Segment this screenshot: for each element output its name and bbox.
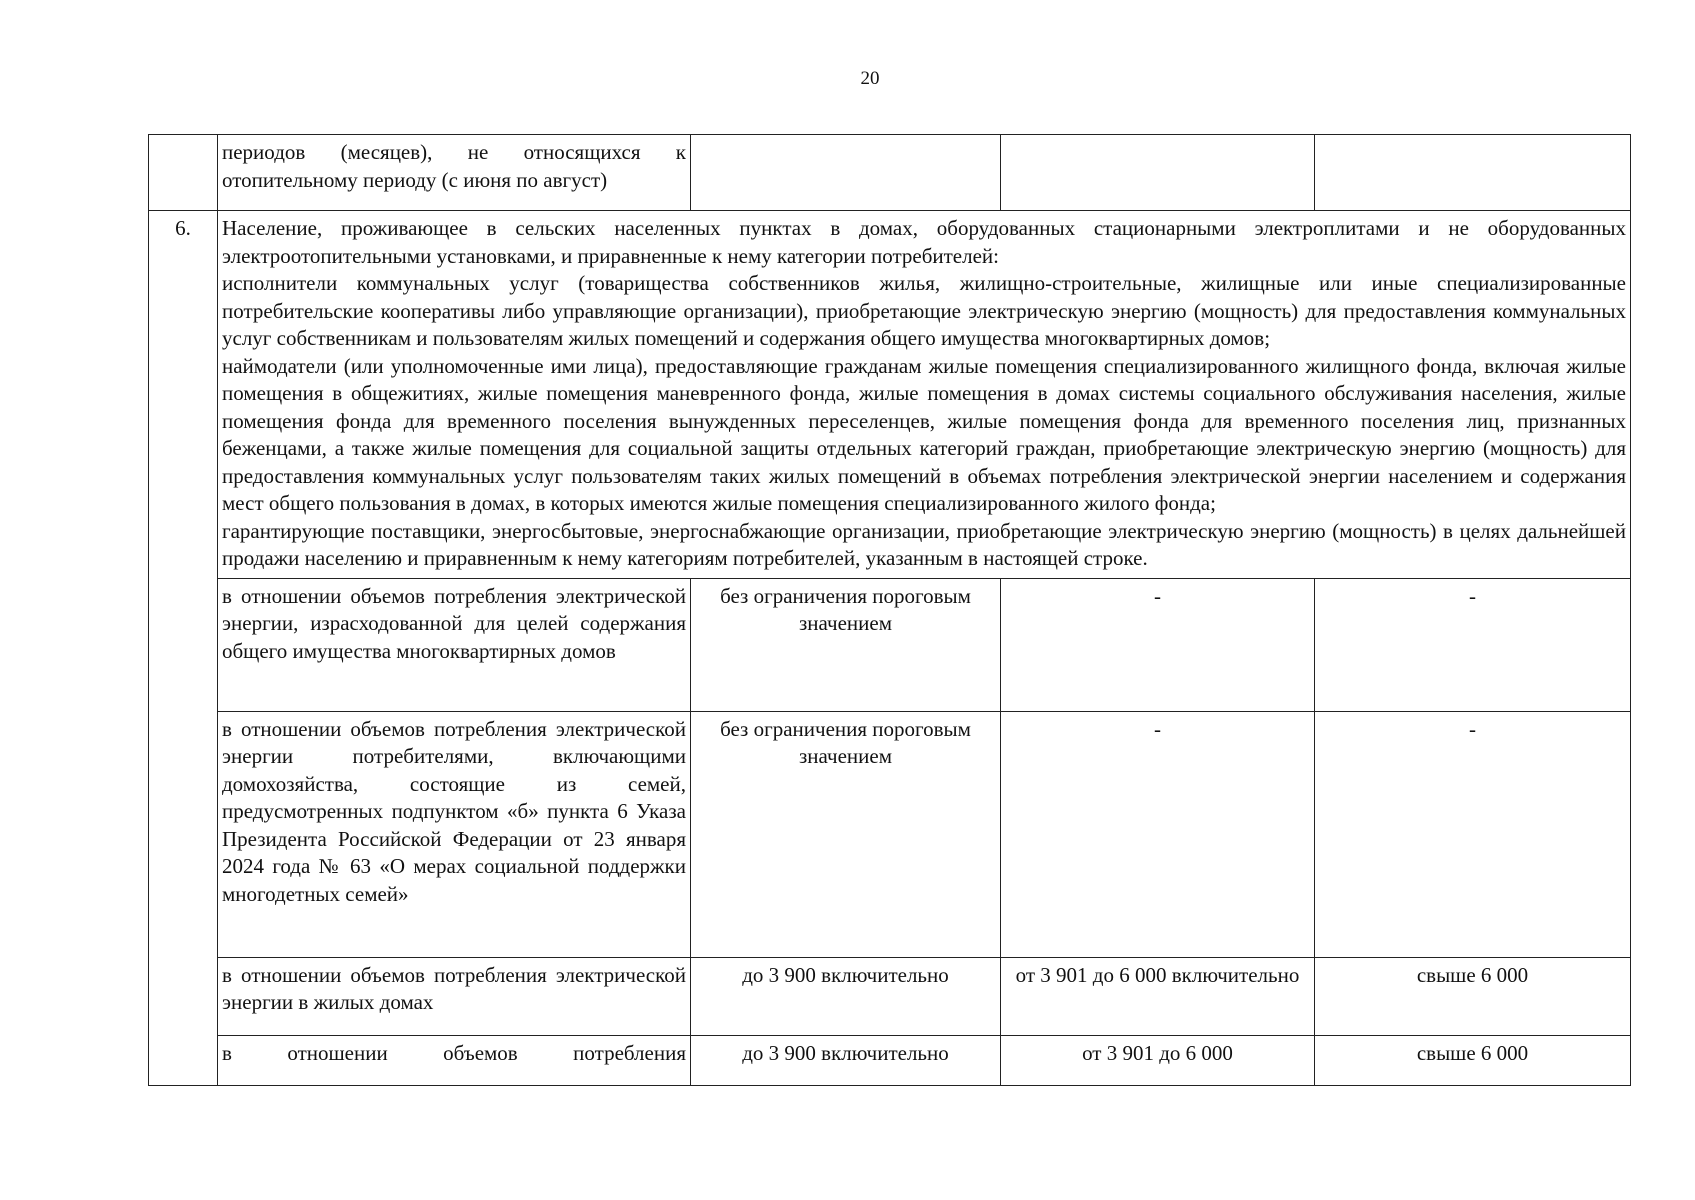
row-description: в отношении объемов потребления электрической энергии, израсходованной для целей содержания общего имущества многоквартирных домов bbox=[218, 578, 691, 711]
threshold-cell: - bbox=[1001, 711, 1315, 957]
table-row bbox=[149, 957, 1631, 1035]
row-number-cell bbox=[149, 135, 218, 211]
category-paragraph: исполнители коммунальных услуг (товарищества собственников жилья, жилищно-строительные, жилищные или иные специализированные потребительские кооперативы либо управляющие организации), приобретающие электрическую энергию (мощность) для предоставления коммунальных услуг собственникам и пользователям жилых помещений и содержания общего имущества многоквартирных домов; bbox=[222, 271, 1626, 350]
threshold-cell: до 3 900 включительно bbox=[691, 957, 1001, 1035]
threshold-cell: без ограничения пороговым значением bbox=[691, 711, 1001, 957]
category-paragraph: гарантирующие поставщики, энергосбытовые, энергоснабжающие организации, приобретающие электрическую энергию (мощность) в целях дальнейшей продажи населению и приравненным к нему категориям потребителей, указанным в настоящей строке. bbox=[222, 518, 1626, 570]
threshold-cell: до 3 900 включительно bbox=[691, 1035, 1001, 1085]
threshold-cell: без ограничения пороговым значением bbox=[691, 578, 1001, 711]
row-description: периодов (месяцев), не относящихся к отопительному периоду (с июня по август) bbox=[218, 135, 691, 211]
threshold-cell: от 3 901 до 6 000 включительно bbox=[1001, 957, 1315, 1035]
category-description bbox=[218, 211, 1631, 579]
tariff-table bbox=[148, 134, 1631, 1086]
table-row bbox=[149, 135, 1631, 211]
threshold-cell bbox=[1315, 135, 1631, 211]
threshold-cell bbox=[691, 135, 1001, 211]
row-description: в отношении объемов потребления электрической энергии потребителями, включающими домохозяйства, состоящие из семей, предусмотренных подпунктом «б» пункта 6 Указа Президента Российской Федерации от 23 января 2024 года № 63 «О мерах социальной поддержки многодетных семей» bbox=[218, 711, 691, 957]
page-number: 20 bbox=[860, 68, 880, 89]
row-number: 6. bbox=[149, 211, 218, 1086]
table-row bbox=[149, 578, 1631, 711]
threshold-cell: свыше 6 000 bbox=[1315, 1035, 1631, 1085]
category-paragraph: Население, проживающее в сельских населенных пунктах в домах, оборудованных стационарными электроплитами и не оборудованных электроотопительными установками, и приравненные к нему категории потребителей: bbox=[222, 216, 1626, 268]
threshold-cell: - bbox=[1001, 578, 1315, 711]
table-row bbox=[149, 1035, 1631, 1085]
table-row bbox=[149, 211, 1631, 579]
threshold-cell: - bbox=[1315, 711, 1631, 957]
category-paragraph: наймодатели (или уполномоченные ими лица), предоставляющие гражданам жилые помещения специализированного жилищного фонда, включая жилые помещения в общежитиях, жилые помещения маневренного фонда, жилые помещения в домах системы социального обслуживания населения, жилые помещения фонда для временного поселения вынужденных переселенцев, жилые помещения фонда для временного поселения лиц, признанных беженцами, а также жилые помещения для социальной защиты отдельных категорий граждан, приобретающие электрическую энергию (мощность) для предоставления коммунальных услуг пользователям таких жилых помещений в объемах потребления электрической энергии населением и содержания мест общего пользования в домах, в которых имеются жилые помещения специализированного жилого фонда; bbox=[222, 353, 1626, 515]
row-description: в отношении объемов потребления bbox=[218, 1035, 691, 1085]
threshold-cell: - bbox=[1315, 578, 1631, 711]
threshold-cell bbox=[1001, 135, 1315, 211]
threshold-cell: от 3 901 до 6 000 bbox=[1001, 1035, 1315, 1085]
threshold-cell: свыше 6 000 bbox=[1315, 957, 1631, 1035]
table-row bbox=[149, 711, 1631, 957]
row-description: в отношении объемов потребления электрической энергии в жилых домах bbox=[218, 957, 691, 1035]
